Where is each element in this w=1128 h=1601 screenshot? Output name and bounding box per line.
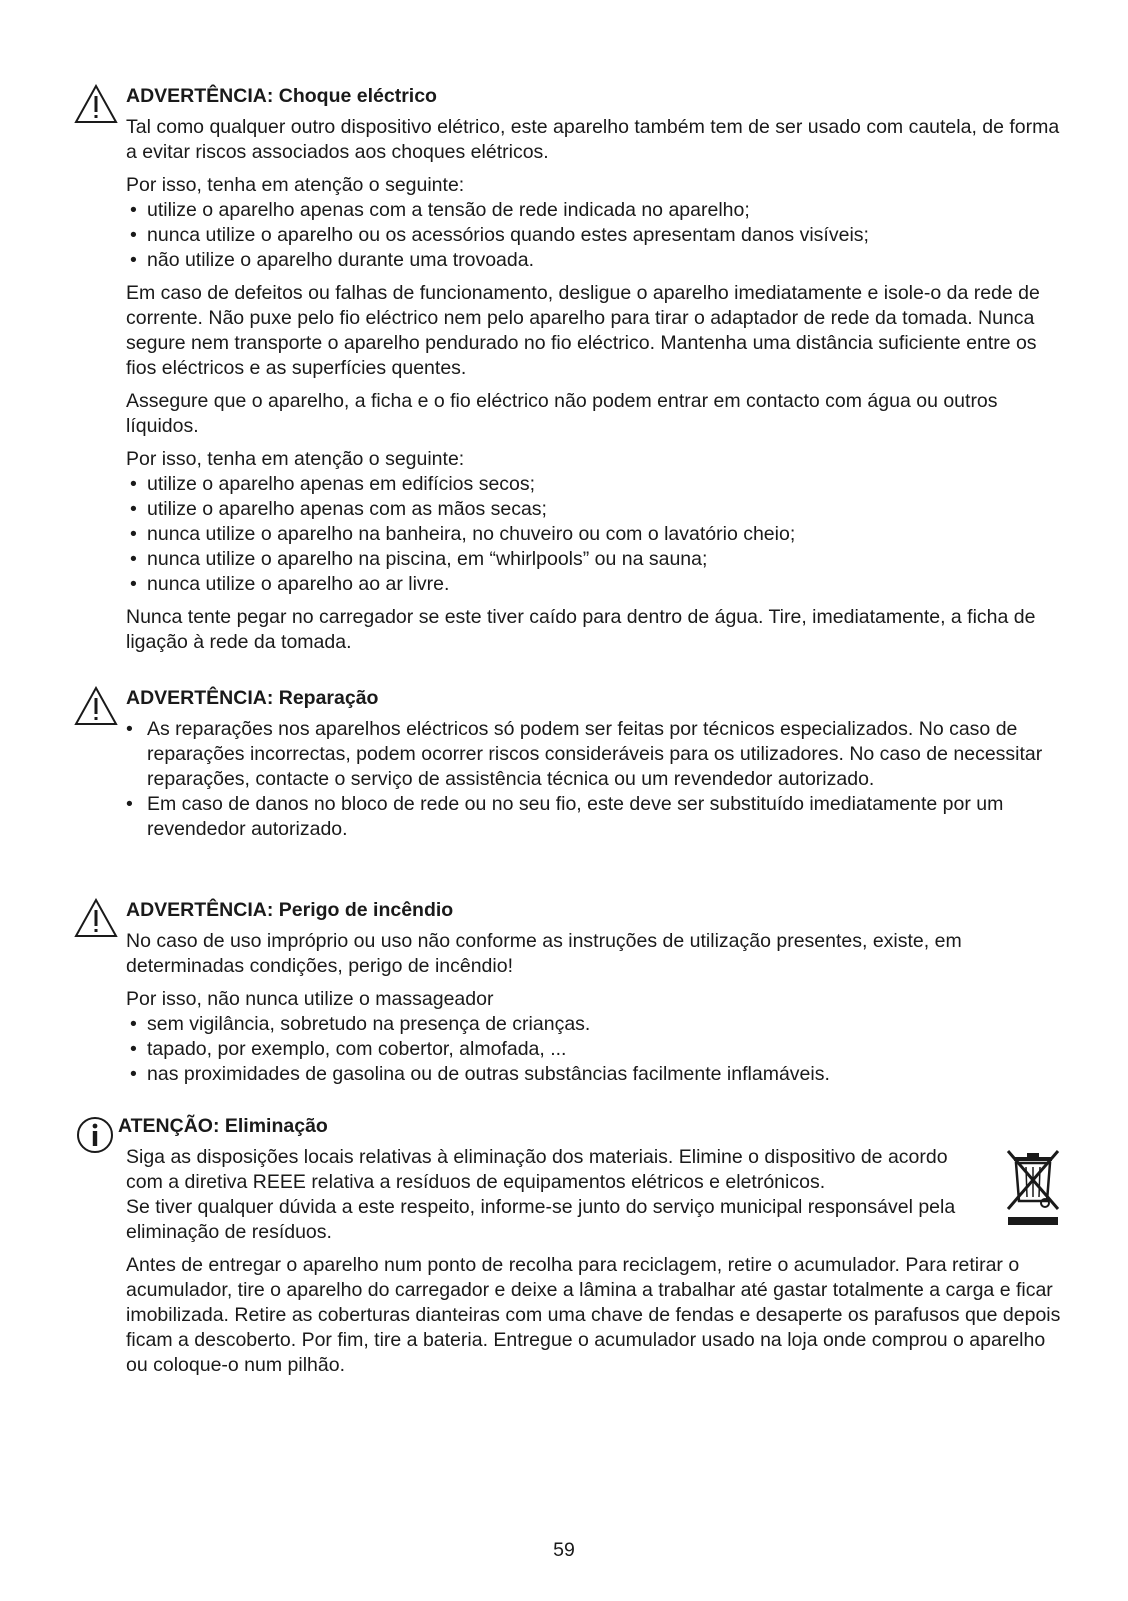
disposal-p2: Se tiver qualquer dúvida a este respeito, informe-se junto do serviço municipal responsável pela eliminação de resíduos.: [126, 1196, 956, 1243]
warning-triangle-icon: [74, 686, 118, 726]
repair-list: [126, 717, 1064, 842]
fire-title: ADVERTÊNCIA: Perigo de incêndio: [126, 899, 454, 921]
list-item: • sem vigilância, sobretudo na presença de crianças.: [130, 1012, 1064, 1037]
shock-defects: Em caso de defeitos ou falhas de funcionamento, desligue o aparelho imediatamente e isole-o da rede de corrente. Não puxe pelo fio eléctrico nem pelo aparelho para tirar o adaptador de rede da tomada. Nunca segure nem transporte o aparelho pendurado no fio eléctrico. Mantenha uma distância suficiente entre os fios eléctricos e as superfícies quentes.: [126, 282, 1040, 379]
disposal-title: ATENÇÃO: Eliminação: [118, 1115, 328, 1137]
disposal-p3: Antes de entregar o aparelho num ponto de recolha para reciclagem, retire o acumulador. Para retirar o acumulador, tire o aparelho do carregador e deixe a lâmina a trabalhar até gastar totalmente a carga e ficar imobilizada. Retire as coberturas dianteiras com uma chave de fendas e desaperte os parafusos que depois ficam a descoberto. Por fim, tire a bateria. Entregue o acumulador usado na loja onde comprou o aparelho ou coloque-o num pilhão.: [126, 1254, 1061, 1376]
crossed-out-wheelie-bin-icon: [1002, 1147, 1064, 1227]
section-fire-hazard: [74, 898, 1064, 1095]
shock-intro: Tal como qualquer outro dispositivo elétrico, este aparelho também tem de ser usado com cautela, de forma a evitar riscos associados aos choques elétricos.: [126, 116, 1060, 163]
shock-list1: [130, 198, 1064, 273]
list-item: • utilize o aparelho apenas em edifícios secos;: [130, 472, 1064, 497]
shock-title: ADVERTÊNCIA: Choque eléctrico: [126, 85, 437, 107]
shock-list1-lead: Por isso, tenha em atenção o seguinte:: [126, 174, 465, 196]
list-item: • As reparações nos aparelhos eléctricos só podem ser feitas por técnicos especializados. No caso de reparações incorrectas, podem ocorrer riscos consideráveis para os utilizadores. No caso de necessitar reparações, contacte o serviço de assistência técnica ou um revendedor autorizado.: [126, 717, 1064, 792]
list-item: • nunca utilize o aparelho na banheira, no chuveiro ou com o lavatório cheio;: [130, 522, 1064, 547]
list-item: • nas proximidades de gasolina ou de outras substâncias facilmente inflamáveis.: [130, 1062, 1064, 1087]
list-item: • não utilize o aparelho durante uma trovoada.: [130, 248, 1064, 273]
list-item: • utilize o aparelho apenas com as mãos secas;: [130, 497, 1064, 522]
section-disposal: [74, 1114, 1064, 1386]
warning-triangle-icon: [74, 84, 118, 124]
shock-water: Assegure que o aparelho, a ficha e o fio eléctrico não podem entrar em contacto com água ou outros líquidos.: [126, 390, 998, 437]
warning-triangle-icon: [74, 898, 118, 938]
list-item: • utilize o aparelho apenas com a tensão de rede indicada no aparelho;: [130, 198, 1064, 223]
list-item: • tapado, por exemplo, com cobertor, almofada, ...: [130, 1037, 1064, 1062]
fire-list: [130, 1012, 1064, 1087]
info-circle-icon: [76, 1116, 114, 1154]
section-electric-shock: [74, 84, 1064, 663]
disposal-p1: Siga as disposições locais relativas à eliminação dos materiais. Elimine o dispositivo de acordo com a diretiva REEE relativa a resíduos de equipamentos elétricos e eletrónicos.: [126, 1146, 948, 1193]
list-item: • Em caso de danos no bloco de rede ou no seu fio, este deve ser substituído imediatamente por um revendedor autorizado.: [126, 792, 1064, 842]
disposal-intro-block: [126, 1145, 1064, 1245]
fire-intro: No caso de uso impróprio ou uso não conforme as instruções de utilização presentes, existe, em determinadas condições, perigo de incêndio!: [126, 930, 962, 977]
shock-list2-lead: Por isso, tenha em atenção o seguinte:: [126, 448, 465, 470]
list-item: • nunca utilize o aparelho na piscina, em “whirlpools” ou na sauna;: [130, 547, 1064, 572]
shock-list2: [130, 472, 1064, 597]
fire-list-lead: Por isso, não nunca utilize o massageador: [126, 988, 494, 1010]
section-repair: [74, 686, 1064, 850]
shock-fallen: Nunca tente pegar no carregador se este tiver caído para dentro de água. Tire, imediatamente, a ficha de ligação à rede da tomada.: [126, 606, 1036, 653]
list-item: • nunca utilize o aparelho ou os acessórios quando estes apresentam danos visíveis;: [130, 223, 1064, 248]
repair-title: ADVERTÊNCIA: Reparação: [126, 687, 379, 709]
list-item: • nunca utilize o aparelho ao ar livre.: [130, 572, 1064, 597]
page-number: 59: [553, 1539, 575, 1561]
